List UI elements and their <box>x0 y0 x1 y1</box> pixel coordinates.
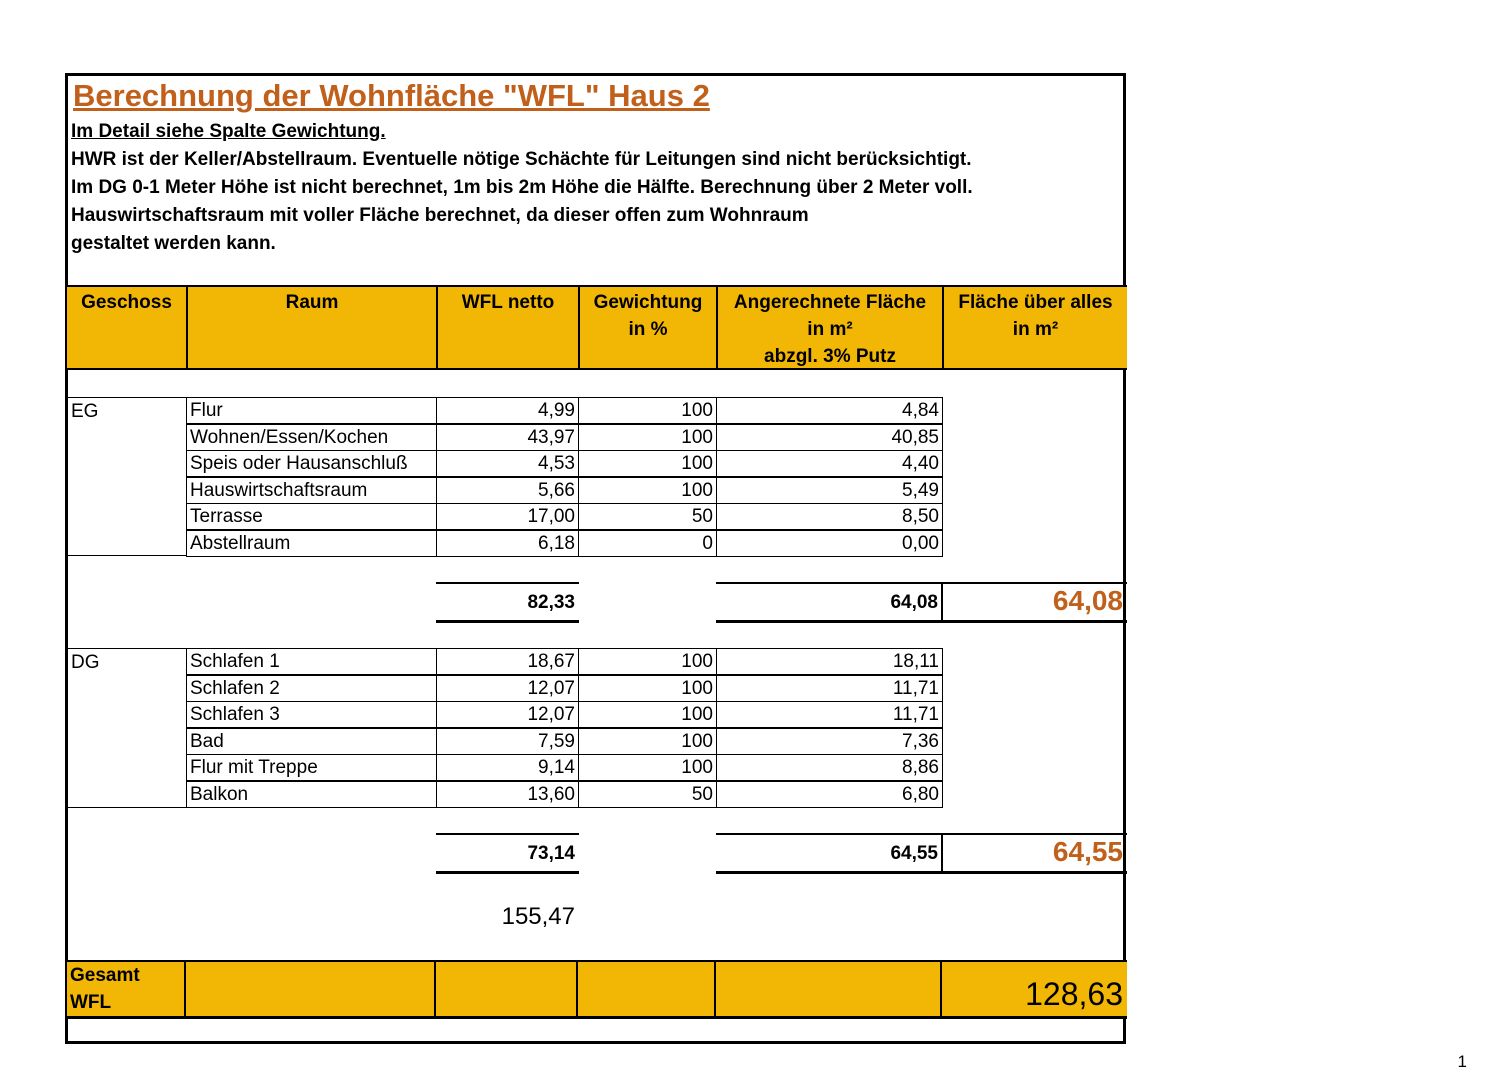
header-geschoss <box>67 287 186 368</box>
sum-line-bottom <box>436 620 579 623</box>
header-raum <box>186 287 436 368</box>
geschoss-dg: DG <box>71 652 100 673</box>
cell-angerechnet: 7,36 <box>716 728 943 755</box>
sum-line-bottom <box>716 871 1127 874</box>
cell-gewichtung: 100 <box>578 397 717 424</box>
cell-raum: Abstellraum <box>186 530 437 557</box>
gesamt-label-1: Gesamt <box>70 965 140 986</box>
sum-line-bottom <box>716 620 1127 623</box>
header-angerechnet <box>716 287 942 368</box>
note-line-5: gestaltet werden kann. <box>71 233 276 254</box>
cell-gewichtung: 0 <box>578 530 717 557</box>
cell-angerechnet: 6,80 <box>716 781 943 808</box>
cell-gewichtung: 100 <box>578 450 717 477</box>
table-header <box>67 285 1127 370</box>
cell-angerechnet: 4,84 <box>716 397 943 424</box>
cell-gewichtung: 100 <box>578 675 717 702</box>
geschoss-dg-cell <box>67 648 186 808</box>
sum-angerechnet-dg: 64,55 <box>890 843 938 864</box>
header-angerechnet-label-1: Angerechnete Fläche <box>733 292 927 313</box>
cell-wfl: 13,60 <box>436 781 579 808</box>
sum-wfl-dg: 73,14 <box>527 843 575 864</box>
cell-raum: Terrasse <box>186 503 437 530</box>
sum-line-bottom <box>436 871 579 874</box>
total-eg: 64,08 <box>1052 585 1123 616</box>
gesamt-divider <box>714 962 716 1016</box>
cell-raum: Hauswirtschaftsraum <box>186 477 437 504</box>
cell-raum: Flur <box>186 397 437 424</box>
cell-raum: Wohnen/Essen/Kochen <box>186 424 437 451</box>
cell-gewichtung: 50 <box>578 781 717 808</box>
cell-gewichtung: 50 <box>578 503 717 530</box>
cell-gewichtung: 100 <box>578 701 717 728</box>
cell-wfl: 18,67 <box>436 648 579 675</box>
total-dg: 64,55 <box>1052 836 1123 867</box>
geschoss-eg-cell <box>67 397 186 556</box>
note-line-1: Im Detail siehe Spalte Gewichtung. <box>71 121 386 142</box>
cell-angerechnet: 8,50 <box>716 503 943 530</box>
sum-line-top <box>716 833 1127 835</box>
cell-gewichtung: 100 <box>578 728 717 755</box>
cell-angerechnet: 5,49 <box>716 477 943 504</box>
cell-wfl: 9,14 <box>436 754 579 781</box>
sum-line-top <box>436 582 579 584</box>
sum-line-top <box>436 833 579 835</box>
cell-angerechnet: 18,11 <box>716 648 943 675</box>
cell-angerechnet: 40,85 <box>716 424 943 451</box>
cell-gewichtung: 100 <box>578 424 717 451</box>
header-flaeche-label-2: in m² <box>1012 319 1059 340</box>
note-line-2: HWR ist der Keller/Abstellraum. Eventuelle nötige Schächte für Leitungen sind nicht berücksichtigt. <box>71 149 972 170</box>
gesamt-row <box>67 960 1127 1019</box>
cell-wfl: 43,97 <box>436 424 579 451</box>
cell-wfl: 12,07 <box>436 701 579 728</box>
grand-wfl: 155,47 <box>501 903 575 930</box>
header-wfl-label: WFL netto <box>461 292 555 313</box>
sum-wfl-eg: 82,33 <box>527 592 575 613</box>
header-gewichtung-label-1: Gewichtung <box>593 292 703 313</box>
gesamt-divider <box>184 962 186 1016</box>
cell-wfl: 6,18 <box>436 530 579 557</box>
cell-raum: Speis oder Hausanschluß <box>186 450 437 477</box>
geschoss-eg: EG <box>71 401 99 422</box>
cell-wfl: 17,00 <box>436 503 579 530</box>
cell-raum: Flur mit Treppe <box>186 754 437 781</box>
header-gewichtung-label-2: in % <box>628 319 668 340</box>
page-title: Berechnung der Wohnfläche "WFL" Haus 2 <box>73 78 710 113</box>
cell-wfl: 5,66 <box>436 477 579 504</box>
sum-line-top <box>716 582 1127 584</box>
gesamt-label <box>67 962 186 1016</box>
cell-gewichtung: 100 <box>578 648 717 675</box>
cell-angerechnet: 8,86 <box>716 754 943 781</box>
header-flaeche <box>942 287 1127 368</box>
sum-angerechnet-eg: 64,08 <box>890 592 938 613</box>
gesamt-divider <box>576 962 578 1016</box>
cell-wfl: 4,53 <box>436 450 579 477</box>
cell-raum: Balkon <box>186 781 437 808</box>
cell-raum: Schlafen 3 <box>186 701 437 728</box>
page-number: 1 <box>1457 1052 1467 1071</box>
cell-angerechnet: 0,00 <box>716 530 943 557</box>
note-line-3: Im DG 0-1 Meter Höhe ist nicht berechnet, 1m bis 2m Höhe die Hälfte. Berechnung über 2 Meter voll. <box>71 177 973 198</box>
header-raum-label: Raum <box>285 292 339 313</box>
header-angerechnet-label-2: in m² <box>807 319 853 340</box>
header-wfl <box>436 287 578 368</box>
gesamt-divider <box>434 962 436 1016</box>
header-flaeche-label-1: Fläche über alles <box>958 292 1113 313</box>
cell-raum: Schlafen 2 <box>186 675 437 702</box>
header-angerechnet-label-3: abzgl. 3% Putz <box>764 346 896 367</box>
gesamt-label-2: WFL <box>70 992 112 1013</box>
cell-raum: Schlafen 1 <box>186 648 437 675</box>
cell-gewichtung: 100 <box>578 477 717 504</box>
cell-angerechnet: 4,40 <box>716 450 943 477</box>
header-geschoss-label: Geschoss <box>81 292 172 313</box>
cell-wfl: 12,07 <box>436 675 579 702</box>
cell-wfl: 4,99 <box>436 397 579 424</box>
cell-wfl: 7,59 <box>436 728 579 755</box>
cell-angerechnet: 11,71 <box>716 701 943 728</box>
cell-gewichtung: 100 <box>578 754 717 781</box>
gesamt-value: 128,63 <box>1025 976 1123 1012</box>
cell-angerechnet: 11,71 <box>716 675 943 702</box>
note-line-4: Hauswirtschaftsraum mit voller Fläche berechnet, da dieser offen zum Wohnraum <box>71 205 809 226</box>
cell-raum: Bad <box>186 728 437 755</box>
header-gewichtung <box>578 287 716 368</box>
